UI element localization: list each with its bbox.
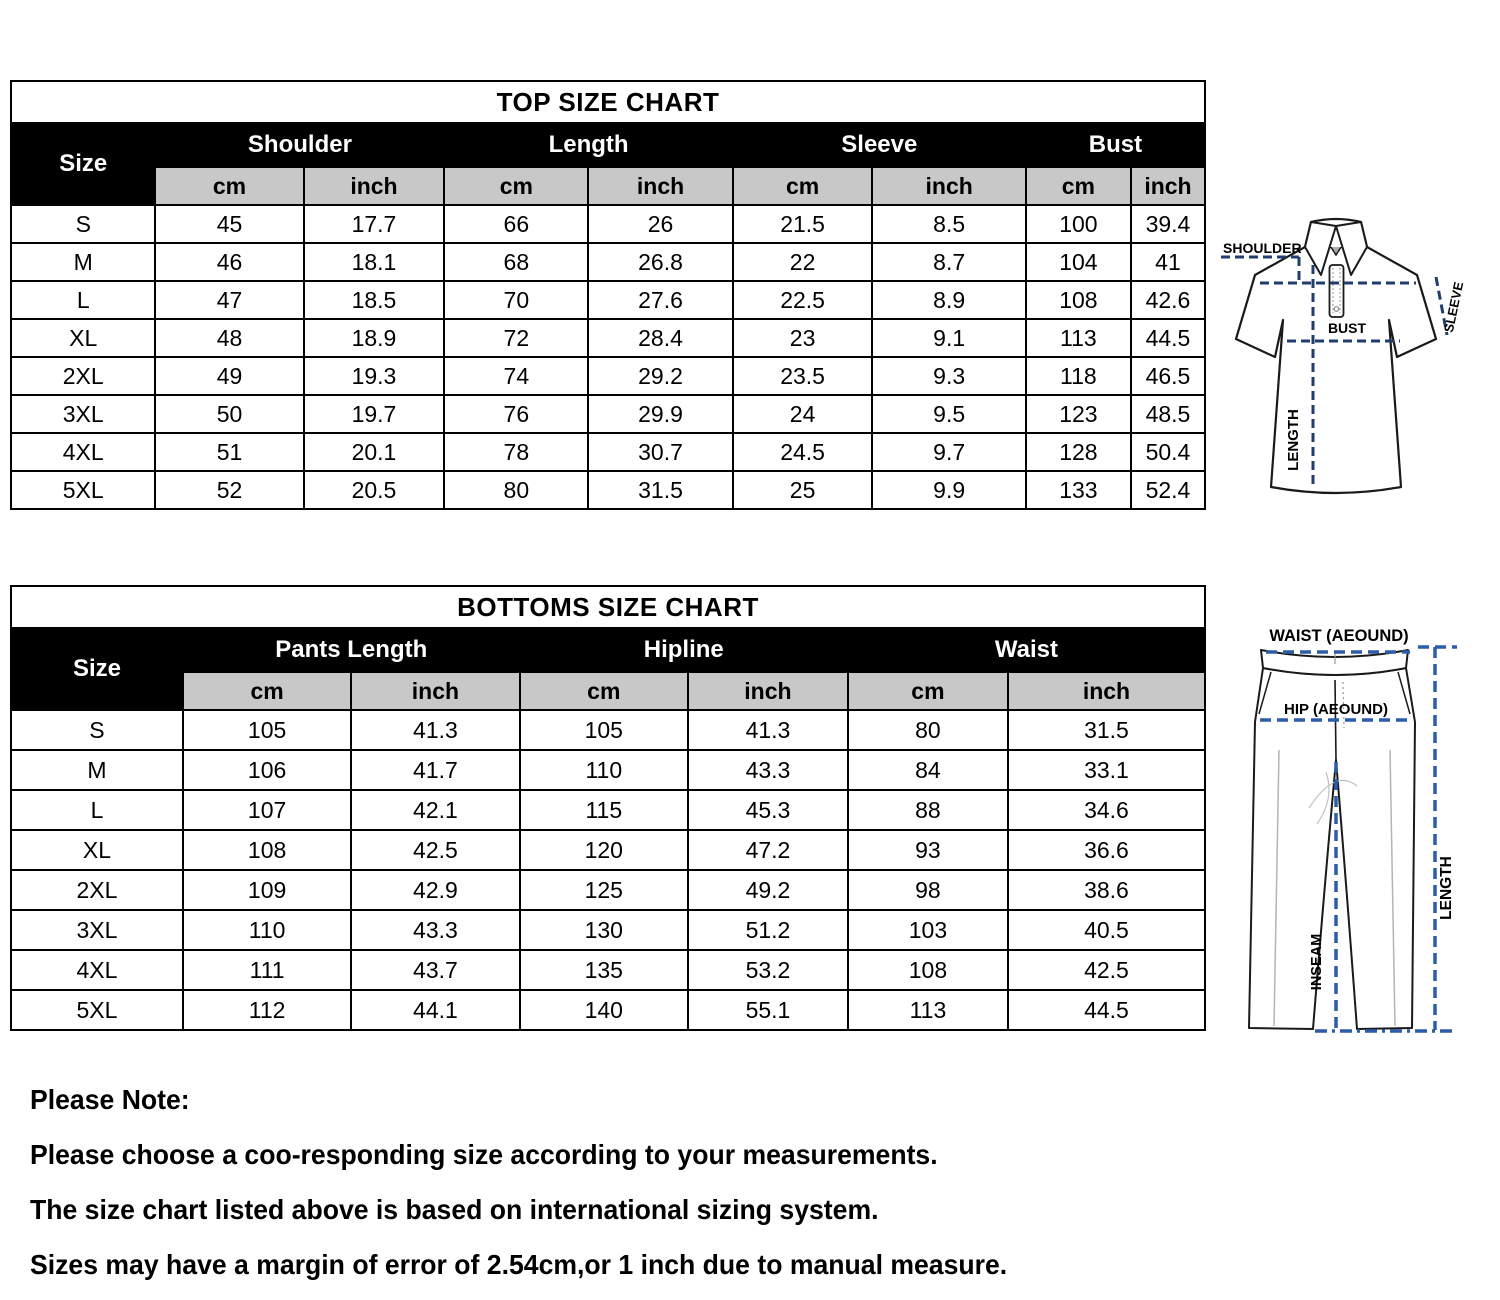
measurement-value: 49 <box>155 357 303 395</box>
column-group-hipline: Hipline <box>520 628 848 672</box>
measurement-value: 118 <box>1026 357 1131 395</box>
measurement-value: 26.8 <box>588 243 732 281</box>
bottoms-chart-title-row <box>11 586 1205 628</box>
unit-header-inch: inch <box>351 672 519 710</box>
measurement-value: 140 <box>520 990 688 1030</box>
size-value: 4XL <box>11 433 155 471</box>
measurement-value: 78 <box>444 433 588 471</box>
unit-header-cm: cm <box>444 167 588 205</box>
measurement-value: 50.4 <box>1131 433 1205 471</box>
pants-measurement-diagram <box>1213 610 1500 1060</box>
measurement-value: 48.5 <box>1131 395 1205 433</box>
unit-header-inch: inch <box>1131 167 1205 205</box>
size-value: L <box>11 281 155 319</box>
measurement-value: 46 <box>155 243 303 281</box>
measurement-value: 98 <box>848 870 1008 910</box>
measurement-value: 20.5 <box>304 471 445 509</box>
measurement-value: 20.1 <box>304 433 445 471</box>
top-chart-body <box>11 205 1205 509</box>
size-column-header: Size <box>11 628 183 710</box>
unit-header-cm: cm <box>1026 167 1131 205</box>
size-value: M <box>11 750 183 790</box>
waist-label: WAIST (AEOUND) <box>1269 627 1409 645</box>
measurement-value: 28.4 <box>588 319 732 357</box>
measurement-value: 106 <box>183 750 351 790</box>
notes-section <box>30 1072 1130 1292</box>
size-value: XL <box>11 830 183 870</box>
sleeve-label: SLEEVE <box>1440 280 1467 334</box>
measurement-value: 88 <box>848 790 1008 830</box>
length-label: LENGTH <box>1285 409 1302 471</box>
table-row <box>11 910 1205 950</box>
measurement-value: 46.5 <box>1131 357 1205 395</box>
size-value: 2XL <box>11 870 183 910</box>
measurement-value: 33.1 <box>1008 750 1205 790</box>
shirt-measurement-diagram <box>1213 205 1500 515</box>
size-value: 5XL <box>11 471 155 509</box>
measurement-value: 42.6 <box>1131 281 1205 319</box>
size-value: S <box>11 710 183 750</box>
table-row <box>11 950 1205 990</box>
size-column-header: Size <box>11 123 155 205</box>
measurement-value: 9.9 <box>872 471 1025 509</box>
measurement-value: 110 <box>520 750 688 790</box>
measurement-value: 9.5 <box>872 395 1025 433</box>
measurement-value: 25 <box>733 471 873 509</box>
bust-label: BUST <box>1327 320 1367 336</box>
measurement-value: 34.6 <box>1008 790 1205 830</box>
measurement-value: 44.5 <box>1131 319 1205 357</box>
measurement-value: 48 <box>155 319 303 357</box>
measurement-value: 49.2 <box>688 870 848 910</box>
measurement-value: 112 <box>183 990 351 1030</box>
column-group-bust: Bust <box>1026 123 1205 167</box>
shirt-placket <box>1330 265 1344 317</box>
measurement-value: 42.1 <box>351 790 519 830</box>
measurement-value: 22 <box>733 243 873 281</box>
inseam-label: INSEAM <box>1309 933 1325 991</box>
shoulder-label: SHOULDER <box>1223 240 1302 256</box>
measurement-value: 111 <box>183 950 351 990</box>
size-value: 4XL <box>11 950 183 990</box>
table-row <box>11 750 1205 790</box>
table-row <box>11 990 1205 1030</box>
table-row <box>11 710 1205 750</box>
measurement-value: 19.3 <box>304 357 445 395</box>
measurement-value: 123 <box>1026 395 1131 433</box>
measurement-value: 113 <box>1026 319 1131 357</box>
unit-header-cm: cm <box>733 167 873 205</box>
unit-header-inch: inch <box>688 672 848 710</box>
measurement-value: 93 <box>848 830 1008 870</box>
measurement-value: 29.9 <box>588 395 732 433</box>
measurement-value: 18.9 <box>304 319 445 357</box>
measurement-value: 66 <box>444 205 588 243</box>
table-row <box>11 830 1205 870</box>
measurement-value: 68 <box>444 243 588 281</box>
table-row <box>11 281 1205 319</box>
measurement-value: 24.5 <box>733 433 873 471</box>
bottoms-size-chart-table <box>10 585 1206 1031</box>
measurement-value: 107 <box>183 790 351 830</box>
measurement-value: 45 <box>155 205 303 243</box>
measurement-value: 31.5 <box>588 471 732 509</box>
bottoms-chart-body <box>11 710 1205 1030</box>
measurement-value: 41.3 <box>351 710 519 750</box>
size-value: M <box>11 243 155 281</box>
measurement-value: 8.7 <box>872 243 1025 281</box>
measurement-value: 120 <box>520 830 688 870</box>
measurement-value: 55.1 <box>688 990 848 1030</box>
measurement-value: 39.4 <box>1131 205 1205 243</box>
table-row <box>11 319 1205 357</box>
size-value: 5XL <box>11 990 183 1030</box>
measurement-value: 100 <box>1026 205 1131 243</box>
measurement-value: 125 <box>520 870 688 910</box>
table-row <box>11 357 1205 395</box>
measurement-value: 36.6 <box>1008 830 1205 870</box>
measurement-value: 26 <box>588 205 732 243</box>
bottoms-chart-group-header-row <box>11 628 1205 672</box>
top-size-chart-table <box>10 80 1206 510</box>
measurement-value: 80 <box>444 471 588 509</box>
measurement-value: 40.5 <box>1008 910 1205 950</box>
measurement-value: 29.2 <box>588 357 732 395</box>
measurement-value: 41.7 <box>351 750 519 790</box>
measurement-value: 24 <box>733 395 873 433</box>
table-row <box>11 243 1205 281</box>
unit-header-inch: inch <box>872 167 1025 205</box>
measurement-value: 30.7 <box>588 433 732 471</box>
measurement-value: 42.5 <box>351 830 519 870</box>
measurement-value: 8.9 <box>872 281 1025 319</box>
measurement-value: 105 <box>183 710 351 750</box>
table-row <box>11 870 1205 910</box>
size-value: S <box>11 205 155 243</box>
unit-header-cm: cm <box>848 672 1008 710</box>
measurement-value: 18.1 <box>304 243 445 281</box>
measurement-value: 103 <box>848 910 1008 950</box>
measurement-value: 22.5 <box>733 281 873 319</box>
unit-header-inch: inch <box>304 167 445 205</box>
note-line: The size chart listed above is based on international sizing system. <box>30 1194 879 1225</box>
top-chart-unit-header-row <box>11 167 1205 205</box>
column-group-length: Length <box>444 123 732 167</box>
measurement-value: 41 <box>1131 243 1205 281</box>
size-value: XL <box>11 319 155 357</box>
measurement-value: 47 <box>155 281 303 319</box>
measurement-value: 42.5 <box>1008 950 1205 990</box>
measurement-value: 18.5 <box>304 281 445 319</box>
top-chart-title: TOP SIZE CHART <box>11 81 1205 123</box>
measurement-value: 19.7 <box>304 395 445 433</box>
measurement-value: 104 <box>1026 243 1131 281</box>
measurement-value: 23.5 <box>733 357 873 395</box>
measurement-value: 21.5 <box>733 205 873 243</box>
length-label: LENGTH <box>1438 856 1455 920</box>
measurement-value: 47.2 <box>688 830 848 870</box>
table-row <box>11 433 1205 471</box>
measurement-value: 8.5 <box>872 205 1025 243</box>
measurement-value: 17.7 <box>304 205 445 243</box>
measurement-value: 45.3 <box>688 790 848 830</box>
measurement-value: 9.1 <box>872 319 1025 357</box>
measurement-value: 43.3 <box>351 910 519 950</box>
hip-label: HIP (AEOUND) <box>1284 701 1388 718</box>
column-group-sleeve: Sleeve <box>733 123 1026 167</box>
unit-header-cm: cm <box>520 672 688 710</box>
size-value: 3XL <box>11 395 155 433</box>
size-value: 2XL <box>11 357 155 395</box>
measurement-value: 128 <box>1026 433 1131 471</box>
measurement-value: 44.1 <box>351 990 519 1030</box>
table-row <box>11 471 1205 509</box>
measurement-value: 76 <box>444 395 588 433</box>
measurement-value: 133 <box>1026 471 1131 509</box>
measurement-value: 9.3 <box>872 357 1025 395</box>
measurement-value: 9.7 <box>872 433 1025 471</box>
measurement-value: 130 <box>520 910 688 950</box>
notes-heading: Please Note: <box>30 1084 190 1115</box>
measurement-value: 80 <box>848 710 1008 750</box>
measurement-value: 27.6 <box>588 281 732 319</box>
size-value: L <box>11 790 183 830</box>
measurement-value: 135 <box>520 950 688 990</box>
measurement-value: 109 <box>183 870 351 910</box>
top-chart-title-row <box>11 81 1205 123</box>
measurement-value: 84 <box>848 750 1008 790</box>
column-group-shoulder: Shoulder <box>155 123 444 167</box>
table-row <box>11 205 1205 243</box>
measurement-value: 74 <box>444 357 588 395</box>
measurement-value: 38.6 <box>1008 870 1205 910</box>
measurement-value: 41.3 <box>688 710 848 750</box>
bottoms-chart-unit-header-row <box>11 672 1205 710</box>
size-value: 3XL <box>11 910 183 950</box>
measurement-value: 105 <box>520 710 688 750</box>
table-row <box>11 790 1205 830</box>
measurement-value: 113 <box>848 990 1008 1030</box>
measurement-value: 43.7 <box>351 950 519 990</box>
measurement-value: 44.5 <box>1008 990 1205 1030</box>
unit-header-cm: cm <box>155 167 303 205</box>
measurement-value: 31.5 <box>1008 710 1205 750</box>
measurement-value: 52 <box>155 471 303 509</box>
note-line: Sizes may have a margin of error of 2.54cm,or 1 inch due to manual measure. <box>30 1249 1008 1280</box>
measurement-value: 50 <box>155 395 303 433</box>
measurement-value: 110 <box>183 910 351 950</box>
table-row <box>11 395 1205 433</box>
note-line: Please choose a coo-responding size according to your measurements. <box>30 1139 938 1170</box>
measurement-value: 51.2 <box>688 910 848 950</box>
measurement-value: 52.4 <box>1131 471 1205 509</box>
measurement-value: 72 <box>444 319 588 357</box>
measurement-value: 23 <box>733 319 873 357</box>
bottoms-chart-title: BOTTOMS SIZE CHART <box>11 586 1205 628</box>
measurement-value: 51 <box>155 433 303 471</box>
unit-header-inch: inch <box>1008 672 1205 710</box>
measurement-value: 108 <box>183 830 351 870</box>
measurement-value: 108 <box>1026 281 1131 319</box>
measurement-value: 70 <box>444 281 588 319</box>
column-group-pants-length: Pants Length <box>183 628 520 672</box>
measurement-value: 53.2 <box>688 950 848 990</box>
measurement-value: 115 <box>520 790 688 830</box>
shirt-button <box>1334 307 1339 312</box>
measurement-value: 42.9 <box>351 870 519 910</box>
unit-header-inch: inch <box>588 167 732 205</box>
top-chart-group-header-row <box>11 123 1205 167</box>
measurement-value: 43.3 <box>688 750 848 790</box>
measurement-value: 108 <box>848 950 1008 990</box>
column-group-waist: Waist <box>848 628 1205 672</box>
unit-header-cm: cm <box>183 672 351 710</box>
